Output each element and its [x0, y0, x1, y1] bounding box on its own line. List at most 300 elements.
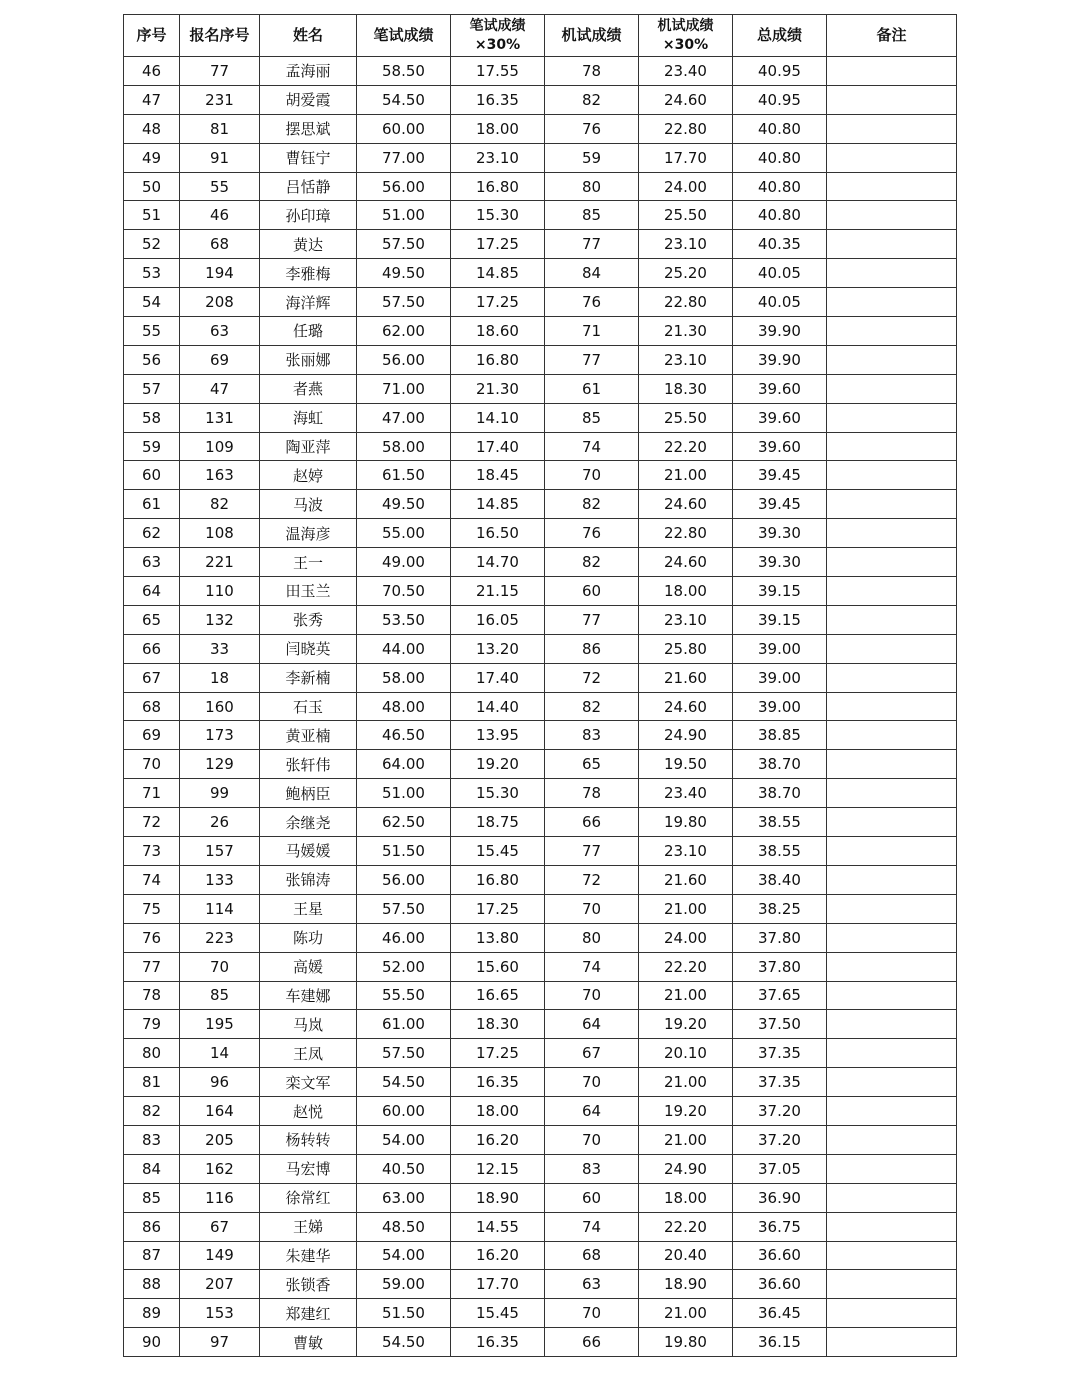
cell-total-score: 39.60 [733, 403, 827, 432]
cell-reg-no: 110 [180, 577, 260, 606]
cell-reg-no: 153 [180, 1299, 260, 1328]
cell-written-weighted: 23.10 [451, 143, 545, 172]
table-row [124, 894, 957, 923]
cell-name: 王娣 [260, 1212, 357, 1241]
header-name: 姓名 [260, 15, 357, 57]
cell-seq: 57 [124, 374, 180, 403]
cell-machine-score: 82 [545, 548, 639, 577]
cell-total-score: 37.80 [733, 923, 827, 952]
cell-machine-score: 76 [545, 519, 639, 548]
cell-remark [827, 663, 957, 692]
cell-written-weighted: 18.00 [451, 114, 545, 143]
cell-written-score: 57.50 [357, 230, 451, 259]
table-row [124, 1010, 957, 1039]
header-written-weighted-line2: ×30% [474, 36, 521, 53]
cell-machine-score: 80 [545, 172, 639, 201]
cell-total-score: 39.45 [733, 461, 827, 490]
cell-machine-weighted: 25.50 [639, 201, 733, 230]
cell-seq: 81 [124, 1068, 180, 1097]
cell-reg-no: 109 [180, 432, 260, 461]
cell-remark [827, 692, 957, 721]
cell-machine-score: 85 [545, 201, 639, 230]
cell-seq: 83 [124, 1125, 180, 1154]
cell-machine-score: 77 [545, 837, 639, 866]
cell-reg-no: 173 [180, 721, 260, 750]
cell-written-score: 48.00 [357, 692, 451, 721]
cell-reg-no: 114 [180, 894, 260, 923]
cell-machine-weighted: 18.30 [639, 374, 733, 403]
cell-machine-weighted: 20.10 [639, 1039, 733, 1068]
table-row [124, 923, 957, 952]
cell-name: 海洋辉 [260, 288, 357, 317]
cell-machine-weighted: 23.10 [639, 837, 733, 866]
cell-name: 曹敏 [260, 1328, 357, 1357]
cell-name: 温海彦 [260, 519, 357, 548]
cell-reg-no: 77 [180, 57, 260, 86]
cell-total-score: 40.95 [733, 85, 827, 114]
cell-name: 李雅梅 [260, 259, 357, 288]
cell-total-score: 36.90 [733, 1183, 827, 1212]
cell-total-score: 37.20 [733, 1125, 827, 1154]
cell-written-weighted: 18.30 [451, 1010, 545, 1039]
cell-remark [827, 288, 957, 317]
cell-written-score: 64.00 [357, 750, 451, 779]
cell-reg-no: 223 [180, 923, 260, 952]
cell-total-score: 39.15 [733, 605, 827, 634]
cell-written-score: 46.50 [357, 721, 451, 750]
cell-seq: 88 [124, 1270, 180, 1299]
cell-name: 田玉兰 [260, 577, 357, 606]
header-seq: 序号 [124, 15, 180, 57]
cell-remark [827, 432, 957, 461]
cell-machine-score: 61 [545, 374, 639, 403]
cell-total-score: 39.60 [733, 374, 827, 403]
cell-name: 黄达 [260, 230, 357, 259]
cell-remark [827, 837, 957, 866]
cell-machine-score: 84 [545, 259, 639, 288]
cell-total-score: 40.35 [733, 230, 827, 259]
cell-total-score: 37.05 [733, 1154, 827, 1183]
cell-written-score: 46.00 [357, 923, 451, 952]
table-row [124, 1241, 957, 1270]
cell-written-score: 48.50 [357, 1212, 451, 1241]
cell-written-weighted: 13.20 [451, 634, 545, 663]
table-row [124, 750, 957, 779]
cell-machine-weighted: 22.80 [639, 114, 733, 143]
cell-total-score: 36.45 [733, 1299, 827, 1328]
cell-written-weighted: 17.25 [451, 894, 545, 923]
cell-machine-score: 76 [545, 288, 639, 317]
table-row [124, 201, 957, 230]
cell-machine-weighted: 24.60 [639, 490, 733, 519]
cell-written-score: 55.50 [357, 981, 451, 1010]
cell-written-score: 62.00 [357, 317, 451, 346]
table-row [124, 692, 957, 721]
table-row [124, 1328, 957, 1357]
cell-remark [827, 808, 957, 837]
cell-written-weighted: 15.30 [451, 201, 545, 230]
cell-total-score: 38.70 [733, 750, 827, 779]
cell-written-score: 57.50 [357, 894, 451, 923]
cell-written-weighted: 18.45 [451, 461, 545, 490]
cell-name: 王凤 [260, 1039, 357, 1068]
cell-remark [827, 230, 957, 259]
cell-machine-score: 64 [545, 1010, 639, 1039]
cell-machine-score: 74 [545, 432, 639, 461]
cell-reg-no: 69 [180, 345, 260, 374]
cell-seq: 64 [124, 577, 180, 606]
cell-reg-no: 108 [180, 519, 260, 548]
table-row [124, 403, 957, 432]
cell-machine-weighted: 21.00 [639, 894, 733, 923]
cell-remark [827, 750, 957, 779]
cell-total-score: 36.60 [733, 1241, 827, 1270]
cell-written-score: 54.00 [357, 1125, 451, 1154]
cell-total-score: 37.80 [733, 952, 827, 981]
cell-written-weighted: 16.80 [451, 345, 545, 374]
cell-machine-weighted: 18.90 [639, 1270, 733, 1299]
table-row [124, 1270, 957, 1299]
cell-remark [827, 779, 957, 808]
cell-remark [827, 1039, 957, 1068]
cell-remark [827, 577, 957, 606]
cell-name: 张丽娜 [260, 345, 357, 374]
cell-reg-no: 132 [180, 605, 260, 634]
cell-written-score: 77.00 [357, 143, 451, 172]
cell-written-score: 56.00 [357, 345, 451, 374]
cell-name: 马宏博 [260, 1154, 357, 1183]
cell-reg-no: 63 [180, 317, 260, 346]
cell-name: 任璐 [260, 317, 357, 346]
cell-name: 马波 [260, 490, 357, 519]
cell-seq: 48 [124, 114, 180, 143]
cell-reg-no: 26 [180, 808, 260, 837]
cell-written-score: 58.00 [357, 663, 451, 692]
cell-written-weighted: 14.40 [451, 692, 545, 721]
cell-written-weighted: 14.10 [451, 403, 545, 432]
score-table [123, 14, 957, 1357]
cell-machine-weighted: 21.00 [639, 1299, 733, 1328]
cell-remark [827, 403, 957, 432]
cell-seq: 58 [124, 403, 180, 432]
cell-seq: 70 [124, 750, 180, 779]
table-row [124, 808, 957, 837]
cell-written-score: 51.50 [357, 1299, 451, 1328]
cell-seq: 86 [124, 1212, 180, 1241]
header-written-weighted [451, 15, 545, 57]
cell-written-weighted: 14.55 [451, 1212, 545, 1241]
cell-remark [827, 461, 957, 490]
table-row [124, 519, 957, 548]
cell-machine-score: 70 [545, 981, 639, 1010]
cell-total-score: 37.50 [733, 1010, 827, 1039]
cell-written-score: 60.00 [357, 114, 451, 143]
cell-machine-weighted: 23.40 [639, 779, 733, 808]
cell-machine-weighted: 23.40 [639, 57, 733, 86]
cell-written-weighted: 14.85 [451, 259, 545, 288]
cell-total-score: 36.15 [733, 1328, 827, 1357]
table-row [124, 634, 957, 663]
cell-machine-score: 82 [545, 692, 639, 721]
cell-seq: 51 [124, 201, 180, 230]
cell-seq: 52 [124, 230, 180, 259]
cell-total-score: 40.05 [733, 288, 827, 317]
cell-machine-weighted: 24.90 [639, 721, 733, 750]
header-written-score: 笔试成绩 [357, 15, 451, 57]
cell-written-score: 53.50 [357, 605, 451, 634]
cell-machine-weighted: 19.20 [639, 1097, 733, 1126]
cell-total-score: 39.15 [733, 577, 827, 606]
cell-reg-no: 231 [180, 85, 260, 114]
cell-written-score: 55.00 [357, 519, 451, 548]
cell-remark [827, 1010, 957, 1039]
cell-written-weighted: 18.60 [451, 317, 545, 346]
cell-seq: 46 [124, 57, 180, 86]
cell-written-score: 70.50 [357, 577, 451, 606]
cell-machine-score: 71 [545, 317, 639, 346]
cell-name: 李新楠 [260, 663, 357, 692]
cell-written-weighted: 16.50 [451, 519, 545, 548]
cell-name: 张轩伟 [260, 750, 357, 779]
cell-written-score: 60.00 [357, 1097, 451, 1126]
cell-written-weighted: 15.45 [451, 837, 545, 866]
table-row [124, 779, 957, 808]
cell-reg-no: 149 [180, 1241, 260, 1270]
cell-written-weighted: 15.30 [451, 779, 545, 808]
cell-name: 车建娜 [260, 981, 357, 1010]
cell-name: 郑建红 [260, 1299, 357, 1328]
cell-seq: 80 [124, 1039, 180, 1068]
cell-total-score: 39.00 [733, 692, 827, 721]
cell-written-score: 58.00 [357, 432, 451, 461]
cell-written-score: 71.00 [357, 374, 451, 403]
cell-machine-weighted: 22.20 [639, 432, 733, 461]
cell-remark [827, 865, 957, 894]
cell-total-score: 38.55 [733, 837, 827, 866]
cell-name: 王星 [260, 894, 357, 923]
cell-name: 石玉 [260, 692, 357, 721]
cell-remark [827, 317, 957, 346]
cell-total-score: 36.60 [733, 1270, 827, 1299]
cell-machine-score: 86 [545, 634, 639, 663]
cell-machine-score: 67 [545, 1039, 639, 1068]
table-row [124, 721, 957, 750]
cell-remark [827, 894, 957, 923]
cell-machine-score: 74 [545, 952, 639, 981]
cell-seq: 82 [124, 1097, 180, 1126]
cell-name: 余继尧 [260, 808, 357, 837]
cell-total-score: 37.20 [733, 1097, 827, 1126]
cell-seq: 63 [124, 548, 180, 577]
cell-written-weighted: 12.15 [451, 1154, 545, 1183]
cell-machine-score: 83 [545, 721, 639, 750]
table-row [124, 1097, 957, 1126]
cell-machine-weighted: 19.20 [639, 1010, 733, 1039]
cell-written-weighted: 15.60 [451, 952, 545, 981]
cell-name: 摆思斌 [260, 114, 357, 143]
cell-remark [827, 345, 957, 374]
cell-machine-score: 70 [545, 461, 639, 490]
cell-written-weighted: 18.90 [451, 1183, 545, 1212]
cell-machine-weighted: 19.80 [639, 808, 733, 837]
table-row [124, 172, 957, 201]
table-row [124, 605, 957, 634]
cell-reg-no: 97 [180, 1328, 260, 1357]
cell-written-score: 56.00 [357, 172, 451, 201]
cell-remark [827, 1299, 957, 1328]
cell-remark [827, 1154, 957, 1183]
table-row [124, 143, 957, 172]
cell-name: 曹钰宁 [260, 143, 357, 172]
cell-reg-no: 129 [180, 750, 260, 779]
cell-reg-no: 160 [180, 692, 260, 721]
cell-written-weighted: 16.20 [451, 1125, 545, 1154]
table-header [124, 15, 957, 57]
cell-reg-no: 116 [180, 1183, 260, 1212]
cell-machine-weighted: 19.80 [639, 1328, 733, 1357]
cell-remark [827, 548, 957, 577]
cell-reg-no: 207 [180, 1270, 260, 1299]
table-row [124, 1154, 957, 1183]
cell-written-weighted: 16.35 [451, 1068, 545, 1097]
table-row [124, 114, 957, 143]
cell-machine-weighted: 25.80 [639, 634, 733, 663]
cell-seq: 47 [124, 85, 180, 114]
cell-reg-no: 18 [180, 663, 260, 692]
cell-machine-weighted: 21.00 [639, 461, 733, 490]
cell-written-score: 54.00 [357, 1241, 451, 1270]
table-row [124, 981, 957, 1010]
cell-machine-score: 60 [545, 577, 639, 606]
cell-remark [827, 1183, 957, 1212]
cell-written-weighted: 17.25 [451, 230, 545, 259]
cell-written-score: 51.00 [357, 201, 451, 230]
cell-machine-weighted: 25.20 [639, 259, 733, 288]
cell-seq: 72 [124, 808, 180, 837]
cell-name: 朱建华 [260, 1241, 357, 1270]
table-row [124, 865, 957, 894]
cell-name: 吕恬静 [260, 172, 357, 201]
cell-machine-score: 66 [545, 1328, 639, 1357]
cell-machine-weighted: 18.00 [639, 1183, 733, 1212]
cell-total-score: 40.80 [733, 114, 827, 143]
cell-written-weighted: 17.40 [451, 663, 545, 692]
cell-machine-score: 72 [545, 663, 639, 692]
cell-name: 黄亚楠 [260, 721, 357, 750]
cell-total-score: 38.25 [733, 894, 827, 923]
cell-machine-weighted: 17.70 [639, 143, 733, 172]
cell-total-score: 37.65 [733, 981, 827, 1010]
header-row [124, 15, 957, 57]
cell-remark [827, 1241, 957, 1270]
cell-written-weighted: 16.80 [451, 865, 545, 894]
cell-written-weighted: 19.20 [451, 750, 545, 779]
cell-reg-no: 55 [180, 172, 260, 201]
cell-written-weighted: 18.75 [451, 808, 545, 837]
cell-name: 鲍柄臣 [260, 779, 357, 808]
table-row [124, 461, 957, 490]
table-row [124, 259, 957, 288]
cell-written-score: 54.50 [357, 85, 451, 114]
cell-remark [827, 981, 957, 1010]
cell-reg-no: 194 [180, 259, 260, 288]
cell-reg-no: 46 [180, 201, 260, 230]
cell-written-weighted: 16.05 [451, 605, 545, 634]
cell-written-weighted: 17.25 [451, 1039, 545, 1068]
cell-written-score: 44.00 [357, 634, 451, 663]
cell-total-score: 37.35 [733, 1068, 827, 1097]
cell-total-score: 38.70 [733, 779, 827, 808]
cell-written-score: 56.00 [357, 865, 451, 894]
cell-machine-score: 66 [545, 808, 639, 837]
cell-name: 陈功 [260, 923, 357, 952]
cell-remark [827, 1328, 957, 1357]
cell-machine-weighted: 24.00 [639, 172, 733, 201]
cell-reg-no: 221 [180, 548, 260, 577]
cell-total-score: 40.05 [733, 259, 827, 288]
cell-machine-score: 60 [545, 1183, 639, 1212]
cell-machine-score: 83 [545, 1154, 639, 1183]
cell-machine-score: 76 [545, 114, 639, 143]
cell-total-score: 40.80 [733, 172, 827, 201]
cell-remark [827, 1125, 957, 1154]
cell-total-score: 39.90 [733, 317, 827, 346]
cell-written-weighted: 21.15 [451, 577, 545, 606]
cell-written-weighted: 15.45 [451, 1299, 545, 1328]
cell-written-score: 59.00 [357, 1270, 451, 1299]
cell-remark [827, 490, 957, 519]
cell-name: 马岚 [260, 1010, 357, 1039]
cell-machine-score: 70 [545, 1068, 639, 1097]
cell-seq: 65 [124, 605, 180, 634]
cell-remark [827, 1097, 957, 1126]
cell-reg-no: 70 [180, 952, 260, 981]
cell-reg-no: 85 [180, 981, 260, 1010]
cell-written-score: 63.00 [357, 1183, 451, 1212]
cell-written-weighted: 17.70 [451, 1270, 545, 1299]
cell-written-weighted: 17.40 [451, 432, 545, 461]
cell-seq: 77 [124, 952, 180, 981]
table-row [124, 490, 957, 519]
cell-name: 海虹 [260, 403, 357, 432]
cell-remark [827, 1212, 957, 1241]
cell-written-weighted: 16.35 [451, 85, 545, 114]
cell-written-score: 54.50 [357, 1068, 451, 1097]
cell-machine-score: 85 [545, 403, 639, 432]
table-row [124, 317, 957, 346]
cell-machine-score: 72 [545, 865, 639, 894]
cell-seq: 90 [124, 1328, 180, 1357]
cell-seq: 66 [124, 634, 180, 663]
cell-name: 陶亚萍 [260, 432, 357, 461]
cell-name: 孟海丽 [260, 57, 357, 86]
header-written-weighted-line1: 笔试成绩 [469, 17, 526, 34]
cell-total-score: 40.95 [733, 57, 827, 86]
table-row [124, 288, 957, 317]
header-total-score: 总成绩 [733, 15, 827, 57]
cell-total-score: 39.30 [733, 519, 827, 548]
cell-reg-no: 208 [180, 288, 260, 317]
cell-seq: 75 [124, 894, 180, 923]
cell-name: 高媛 [260, 952, 357, 981]
cell-machine-weighted: 22.80 [639, 519, 733, 548]
cell-written-weighted: 16.35 [451, 1328, 545, 1357]
cell-written-score: 54.50 [357, 1328, 451, 1357]
cell-name: 徐常红 [260, 1183, 357, 1212]
cell-total-score: 40.80 [733, 143, 827, 172]
cell-machine-weighted: 18.00 [639, 577, 733, 606]
cell-reg-no: 14 [180, 1039, 260, 1068]
